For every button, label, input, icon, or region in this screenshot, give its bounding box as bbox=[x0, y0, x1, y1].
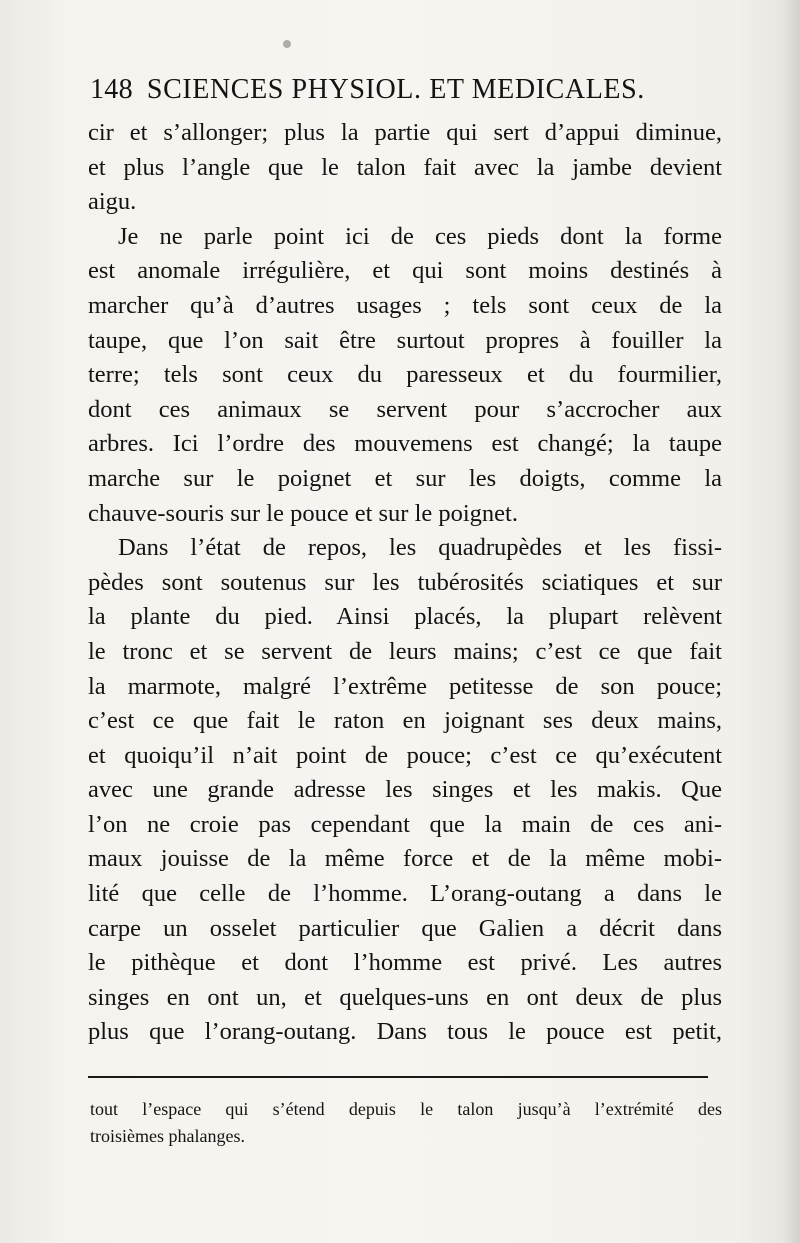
text-line: marcher qu’à d’autres usages ; tels sont ceux de la bbox=[88, 291, 722, 319]
footnote-rule bbox=[88, 1076, 708, 1078]
footnote-line: troisièmes phalanges. bbox=[90, 1126, 245, 1146]
page-edge-shadow bbox=[782, 0, 800, 1243]
text-line: singes en ont un, et quelques-uns en ont deux de plus bbox=[88, 983, 722, 1011]
ink-speck bbox=[283, 40, 291, 48]
text-line: et quoiqu’il n’ait point de pouce; c’est ce qu’exécutent bbox=[88, 741, 722, 769]
text-line: aigu. bbox=[88, 188, 137, 216]
page-number: 148 bbox=[90, 74, 133, 105]
text-line: et plus l’angle que le talon fait avec la jambe devient bbox=[88, 153, 722, 181]
text-line: plus que l’orang-outang. Dans tous le pouce est petit, bbox=[88, 1018, 722, 1046]
text-line: carpe un osselet particulier que Galien a décrit dans bbox=[88, 914, 722, 942]
text-line: Je ne parle point ici de ces pieds dont la forme bbox=[118, 222, 722, 250]
text-line: est anomale irrégulière, et qui sont moins destinés à bbox=[88, 257, 722, 285]
text-line: avec une grande adresse les singes et les makis. Que bbox=[88, 776, 722, 804]
text-line: pèdes sont soutenus sur les tubérosités sciatiques et sur bbox=[88, 568, 722, 596]
footnote-line: tout l’espace qui s’étend depuis le talon jusqu’à l’extrémité des bbox=[90, 1099, 722, 1119]
text-line: le tronc et se servent de leurs mains; c’est ce que fait bbox=[88, 637, 722, 665]
text-line: la plante du pied. Ainsi placés, la plupart relèvent bbox=[88, 603, 722, 631]
running-title: SCIENCES PHYSIOL. ET MEDICALES. bbox=[146, 74, 645, 105]
text-line: l’on ne croie pas cependant que la main de ces ani- bbox=[88, 810, 722, 838]
text-line: taupe, que l’on sait être surtout propres à fouiller la bbox=[88, 326, 722, 354]
text-line: cir et s’allonger; plus la partie qui sert d’appui diminue, bbox=[88, 119, 722, 146]
text-line: la marmote, malgré l’extrême petitesse de son pouce; bbox=[88, 672, 722, 700]
text-line: le pithèque et dont l’homme est privé. Les autres bbox=[88, 949, 722, 977]
text-line: marche sur le poignet et sur les doigts, comme la bbox=[88, 464, 722, 492]
text-line: maux jouisse de la même force et de la même mobi- bbox=[88, 845, 722, 873]
text-line: Dans l’état de repos, les quadrupèdes et les fissi- bbox=[118, 534, 722, 562]
running-header bbox=[90, 74, 700, 106]
footnote bbox=[90, 1096, 722, 1150]
text-line: chauve-souris sur le pouce et sur le poignet. bbox=[88, 499, 518, 527]
text-line: terre; tels sont ceux du paresseux et du fourmilier, bbox=[88, 361, 722, 389]
body-text bbox=[88, 116, 722, 1050]
text-line: c’est ce que fait le raton en joignant ses deux mains, bbox=[88, 707, 722, 735]
text-line: lité que celle de l’homme. L’orang-outang a dans le bbox=[88, 880, 722, 908]
text-line: arbres. Ici l’ordre des mouvemens est changé; la taupe bbox=[88, 430, 722, 458]
text-line: dont ces animaux se servent pour s’accrocher aux bbox=[88, 395, 722, 423]
